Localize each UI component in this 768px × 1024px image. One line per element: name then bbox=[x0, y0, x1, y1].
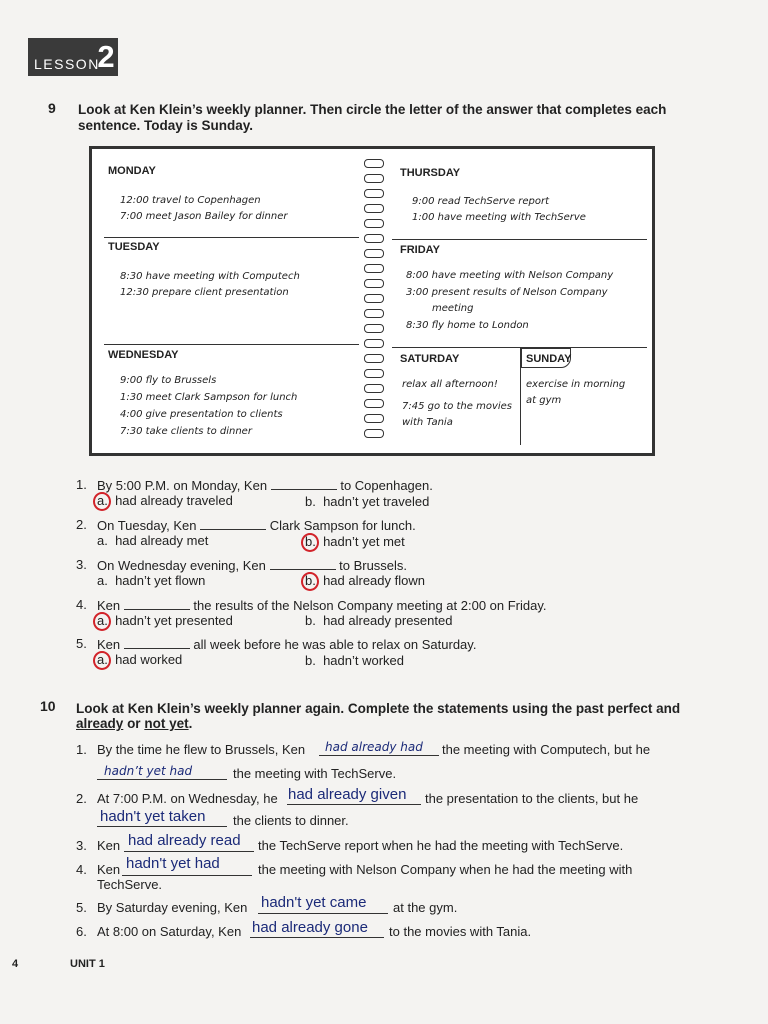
answer-line bbox=[250, 937, 384, 938]
tuesday-entry: 8:30 have meeting with Computech bbox=[120, 271, 300, 282]
spiral-ring bbox=[364, 234, 384, 243]
ex9-item-2-number: 2. bbox=[76, 517, 87, 532]
ex9-item-5-option-a[interactable]: a. had worked bbox=[97, 652, 183, 667]
tuesday-entry: 12:30 prepare client presentation bbox=[120, 287, 289, 298]
spiral-ring bbox=[364, 414, 384, 423]
saturday-entry: relax all afternoon! bbox=[402, 379, 498, 390]
thursday-entry: 9:00 read TechServe report bbox=[412, 196, 550, 207]
wednesday-header: WEDNESDAY bbox=[108, 349, 179, 361]
wednesday-entry: 7:30 take clients to dinner bbox=[120, 426, 252, 437]
answer-line bbox=[97, 779, 227, 780]
ex10-item-2-text-mid: the presentation to the clients, but he bbox=[425, 791, 639, 806]
ex10-item-3-number: 3. bbox=[76, 838, 87, 853]
wednesday-entry: 9:00 fly to Brussels bbox=[120, 375, 217, 386]
saturday-entry: with Tania bbox=[402, 417, 453, 428]
answer-line bbox=[319, 755, 439, 756]
ex10-item-5-answer[interactable]: hadn't yet came bbox=[261, 894, 367, 911]
spiral-ring bbox=[364, 384, 384, 393]
ex9-item-1-option-b[interactable]: b. hadn’t yet traveled bbox=[305, 494, 430, 509]
ex10-item-4-number: 4. bbox=[76, 862, 87, 877]
answer-circle bbox=[93, 492, 111, 511]
thursday-entry: 1:00 have meeting with TechServe bbox=[412, 212, 586, 223]
ex9-item-4-option-b[interactable]: b. had already presented bbox=[305, 613, 453, 628]
friday-header: FRIDAY bbox=[400, 244, 440, 256]
answer-line bbox=[122, 875, 252, 876]
ex10-item-1-answer-1[interactable]: had already had bbox=[325, 740, 423, 754]
wednesday-entry: 1:30 meet Clark Sampson for lunch bbox=[120, 392, 298, 403]
spiral-ring bbox=[364, 309, 384, 318]
spiral-ring bbox=[364, 324, 384, 333]
ex10-item-3-text-end: the TechServe report when he had the meeting with TechServe. bbox=[258, 838, 624, 853]
spiral-ring bbox=[364, 369, 384, 378]
ex9-item-5-number: 5. bbox=[76, 636, 87, 651]
ex10-item-6-number: 6. bbox=[76, 924, 87, 939]
ex9-item-5-option-b[interactable]: b. hadn’t worked bbox=[305, 653, 405, 668]
exercise-9-instruction-line1: Look at Ken Klein’s weekly planner. Then circle the letter of the answer that completes each bbox=[78, 102, 667, 117]
ex10-item-5-text-end: at the gym. bbox=[393, 900, 458, 915]
exercise-9-instruction-line2: sentence. Today is Sunday. bbox=[78, 118, 254, 133]
spiral-ring bbox=[364, 249, 384, 258]
ex9-item-1-option-a[interactable]: a. had already traveled bbox=[97, 493, 233, 508]
spiral-ring bbox=[364, 189, 384, 198]
spiral-ring bbox=[364, 204, 384, 213]
answer-circle bbox=[301, 572, 319, 591]
ex10-item-1-text: By the time he flew to Brussels, Ken bbox=[97, 742, 306, 757]
ex9-item-4-stem: Ken the results of the Nelson Company meeting at 2:00 on Friday. bbox=[97, 598, 547, 613]
answer-line bbox=[258, 913, 388, 914]
spiral-ring bbox=[364, 294, 384, 303]
ex9-item-4-option-a[interactable]: a. hadn’t yet presented bbox=[97, 613, 233, 628]
spiral-ring bbox=[364, 264, 384, 273]
ex10-item-2-answer-1[interactable]: had already given bbox=[288, 786, 407, 803]
friday-entry: 8:00 have meeting with Nelson Company bbox=[406, 270, 614, 281]
ex10-item-4-text-end: the meeting with Nelson Company when he had the meeting with bbox=[258, 862, 633, 877]
ex9-item-3-option-a[interactable]: a. hadn’t yet flown bbox=[97, 573, 206, 588]
sunday-header: SUNDAY bbox=[526, 353, 572, 365]
thursday-header: THURSDAY bbox=[400, 167, 461, 179]
ex10-item-2-answer-2[interactable]: hadn't yet taken bbox=[100, 808, 206, 825]
ex10-item-3-text: Ken bbox=[97, 838, 121, 853]
saturday-entry: 7:45 go to the movies bbox=[402, 401, 513, 412]
ex10-item-1-text-mid: the meeting with Computech, but he bbox=[442, 742, 651, 757]
exercise-10-instruction-line1: Look at Ken Klein’s weekly planner again. Complete the statements using the past perfect and bbox=[76, 701, 681, 716]
planner-divider bbox=[104, 344, 359, 345]
planner-divider bbox=[104, 237, 359, 238]
ex9-item-2-stem: On Tuesday, Ken Clark Sampson for lunch. bbox=[97, 518, 416, 533]
ex9-item-2-option-b[interactable]: b. hadn’t yet met bbox=[305, 534, 405, 549]
lesson-label: LESSON bbox=[34, 56, 100, 72]
ex10-item-2-text: At 7:00 P.M. on Wednesday, he bbox=[97, 791, 278, 806]
spiral-ring bbox=[364, 279, 384, 288]
answer-line bbox=[124, 851, 254, 852]
ex10-item-6-text-end: to the movies with Tania. bbox=[389, 924, 532, 939]
lesson-number: 2 bbox=[97, 39, 115, 74]
spiral-ring bbox=[364, 159, 384, 168]
answer-circle bbox=[93, 651, 111, 670]
answer-line bbox=[287, 804, 421, 805]
spiral-ring bbox=[364, 429, 384, 438]
ex9-item-1-stem: By 5:00 P.M. on Monday, Ken to Copenhagen. bbox=[97, 478, 433, 493]
unit-label: UNIT 1 bbox=[70, 958, 105, 970]
sunday-entry: at gym bbox=[526, 395, 562, 406]
friday-entry: meeting bbox=[432, 303, 474, 314]
saturday-header: SATURDAY bbox=[400, 353, 460, 365]
page-number: 4 bbox=[12, 958, 19, 970]
friday-entry: 8:30 fly home to London bbox=[406, 320, 529, 331]
spiral-ring bbox=[364, 219, 384, 228]
friday-entry: 3:00 present results of Nelson Company bbox=[406, 287, 608, 298]
ex9-item-3-option-b[interactable]: b. had already flown bbox=[305, 573, 425, 588]
weekly-planner bbox=[89, 146, 655, 456]
ex10-item-4-text-end2: TechServe. bbox=[97, 877, 163, 892]
ex10-item-1-answer-2[interactable]: hadn’t yet had bbox=[104, 764, 193, 778]
ex10-item-3-answer[interactable]: had already read bbox=[128, 832, 241, 849]
monday-entry: 7:00 meet Jason Bailey for dinner bbox=[120, 211, 288, 222]
exercise-10-number: 10 bbox=[40, 698, 56, 714]
ex9-item-3-number: 3. bbox=[76, 557, 87, 572]
ex10-item-2-number: 2. bbox=[76, 791, 87, 806]
sunday-entry: exercise in morning bbox=[526, 379, 626, 390]
ex10-item-6-answer[interactable]: had already gone bbox=[252, 919, 368, 936]
monday-header: MONDAY bbox=[108, 165, 156, 177]
exercise-10-instruction-line2: already or not yet. bbox=[76, 716, 193, 731]
ex9-item-5-stem: Ken all week before he was able to relax on Saturday. bbox=[97, 637, 477, 652]
wednesday-entry: 4:00 give presentation to clients bbox=[120, 409, 283, 420]
ex10-item-4-text: Ken bbox=[97, 862, 121, 877]
ex10-item-1-text-end: the meeting with TechServe. bbox=[233, 766, 397, 781]
spiral-ring bbox=[364, 399, 384, 408]
planner-divider bbox=[392, 239, 647, 240]
answer-circle bbox=[301, 533, 319, 552]
ex10-item-1-number: 1. bbox=[76, 742, 87, 757]
ex10-item-2-text-end: the clients to dinner. bbox=[233, 813, 349, 828]
ex9-item-4-number: 4. bbox=[76, 597, 87, 612]
ex9-item-1-number: 1. bbox=[76, 477, 87, 492]
answer-line bbox=[97, 826, 227, 827]
spiral-ring bbox=[364, 339, 384, 348]
ex9-item-3-stem: On Wednesday evening, Ken to Brussels. bbox=[97, 558, 408, 573]
tuesday-header: TUESDAY bbox=[108, 241, 160, 253]
answer-circle bbox=[93, 612, 111, 631]
ex9-item-2-option-a[interactable]: a. had already met bbox=[97, 533, 209, 548]
ex10-item-4-answer[interactable]: hadn't yet had bbox=[126, 855, 220, 872]
ex10-item-5-number: 5. bbox=[76, 900, 87, 915]
exercise-9-number: 9 bbox=[48, 100, 56, 116]
ex10-item-5-text: By Saturday evening, Ken bbox=[97, 900, 248, 915]
monday-entry: 12:00 travel to Copenhagen bbox=[120, 195, 261, 206]
spiral-ring bbox=[364, 174, 384, 183]
ex10-item-6-text: At 8:00 on Saturday, Ken bbox=[97, 924, 242, 939]
spiral-ring bbox=[364, 354, 384, 363]
